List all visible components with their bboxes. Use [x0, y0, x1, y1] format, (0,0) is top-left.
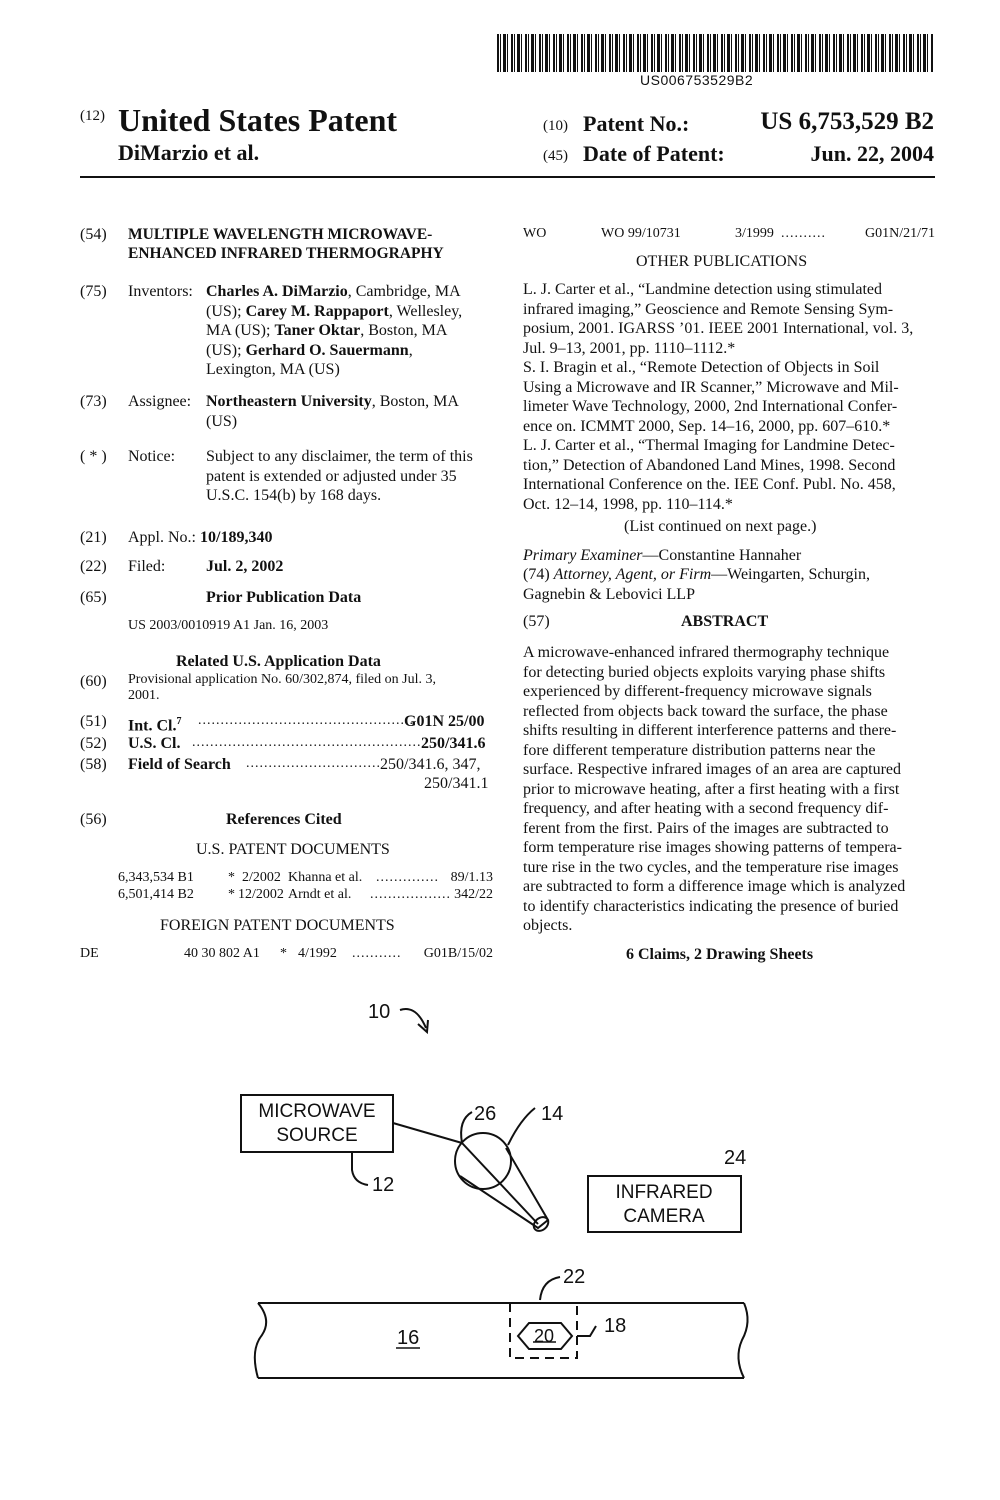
- prior-heading: Prior Publication Data: [206, 589, 362, 606]
- header-rule: [80, 176, 935, 178]
- table-row: 6,501,414 B2 * 12/2002 Arndt et al. .................. 342/22: [118, 887, 493, 902]
- invention-title: [128, 225, 444, 263]
- other-pub-heading: OTHER PUBLICATIONS: [636, 253, 808, 270]
- assignee-code: (73): [80, 393, 107, 410]
- ref-10-arrow: [400, 1009, 426, 1028]
- inventors-list: [206, 282, 496, 380]
- appl-code: (21): [80, 529, 107, 546]
- patent-figure: [0, 980, 1000, 1400]
- invention-title-line2: ENHANCED INFRARED THERMOGRAPHY: [128, 245, 444, 262]
- ref-16: 16: [397, 1327, 420, 1349]
- intcl-value: G01N 25/00: [404, 713, 485, 730]
- publications-list: L. J. Carter et al., “Landmine detection using stimulated infrared imaging,” Geoscience and Remote Sensing Sym- posium, 2001. IGARSS ’01. IEEE 2001 International, vol. 3, Jul. 9–13, 2001, pp. 1110–1112.* S. I. Bragin et al., “Remote Detection of Objects in Soil Using a Microwave and IR Scanner,” Microwave and Mil- limeter Wave Technology, 2000, 2nd International Confer- ence on. ICMMT 2000, Sep. 14–16, 2000, pp. 607–610.* L. J. Carter et al., “Thermal Imaging for Landmine Detec- tion,” Detection of Abandoned Land Mines, 1998. Second International Conference on the. IEE Conf. Publ. No. 458, Oct. 12–14, 1998, pp. 110–114.*: [523, 281, 914, 513]
- ref-18: 18: [604, 1315, 627, 1337]
- ref-14: 14: [541, 1103, 564, 1125]
- inventors-line-3: MA (US); Taner Oktar, Boston, MA: [206, 322, 448, 339]
- claims-summary: 6 Claims, 2 Drawing Sheets: [626, 946, 814, 963]
- refs-heading: References Cited: [226, 811, 342, 828]
- barcode: [497, 34, 934, 72]
- date-label: Date of Patent:: [583, 141, 725, 166]
- prior-entry: US 2003/0010919 A1 Jan. 16, 2003: [128, 618, 329, 633]
- ref-22-leader: [540, 1277, 560, 1300]
- patent-no-code: (10): [543, 118, 568, 134]
- ref-14-leader: [508, 1108, 535, 1145]
- field-label: Field of Search: [128, 756, 231, 773]
- attorney: (74) Attorney, Agent, or Firm—Weingarten, Schurgin, Gagnebin & Lebovici LLP: [523, 566, 870, 603]
- us-docs-table: [118, 870, 493, 904]
- inventor-short: DiMarzio et al.: [118, 140, 260, 165]
- kind-code: (12): [80, 108, 105, 124]
- antenna-dish: [455, 1133, 511, 1189]
- inventors-line-4: (US); Gerhard O. Sauermann,: [206, 341, 413, 359]
- us-docs-heading: U.S. PATENT DOCUMENTS: [196, 841, 390, 858]
- prov-code: (60): [80, 673, 107, 690]
- uscl-value: 250/341.6: [421, 735, 486, 752]
- inventors-line-2: (US); Carey M. Rappaport, Wellesley,: [206, 302, 463, 320]
- notice-text: Subject to any disclaimer, the term of this patent is extended or adjusted under 35 U.S.C. 154(b) by 168 days.: [206, 448, 473, 504]
- antenna-tip: [531, 1214, 551, 1233]
- prov-text: Provisional application No. 60/302,874, filed on Jul. 3, 2001.: [128, 672, 436, 703]
- assignee-value: Northeastern University, Boston, MA (US): [206, 393, 459, 430]
- ref-18-leader: [577, 1326, 596, 1336]
- patent-date: Jun. 22, 2004: [810, 141, 934, 166]
- refs-code: (56): [80, 811, 107, 828]
- uscl-code: (52): [80, 735, 107, 752]
- notice-code: ( * ): [80, 448, 107, 465]
- ref-12-leader: [352, 1152, 368, 1185]
- microwave-label-line1: MICROWAVE: [258, 1101, 376, 1122]
- table-row: WO WO 99/10731 3/1999 .......... G01N/21/71: [523, 226, 935, 241]
- field-code: (58): [80, 756, 107, 773]
- uscl-leader: ...................................................: [192, 735, 422, 750]
- notice-label: Notice:: [128, 448, 176, 465]
- appl-number: 10/189,340: [200, 529, 273, 546]
- ref-24: 24: [724, 1147, 747, 1169]
- abstract-heading: ABSTRACT: [681, 613, 769, 630]
- inventors-line-5: Lexington, MA (US): [206, 361, 340, 378]
- waveguide-line: [393, 1123, 462, 1143]
- field-value1: 250/341.6, 347,: [380, 756, 481, 773]
- patent-number: US 6,753,529 B2: [760, 108, 934, 135]
- intcl-code: (51): [80, 713, 107, 730]
- ground-left-break: [255, 1303, 266, 1378]
- ground-right-break: [738, 1303, 747, 1378]
- ref-10: 10: [368, 1001, 391, 1023]
- patent-no-label: Patent No.:: [583, 111, 690, 136]
- assignee-label: Assignee:: [128, 393, 192, 410]
- table-row: 6,343,534 B1 * 2/2002 Khanna et al. .............. 89/1.13: [118, 870, 493, 885]
- inventors-label: Inventors:: [128, 283, 193, 300]
- intcl-label: Int. Cl.$^7$: [128, 716, 182, 735]
- date-code: (45): [543, 148, 568, 164]
- assignee-name: Northeastern University: [206, 393, 372, 410]
- patent-title: United States Patent: [118, 102, 398, 138]
- invention-title-line1: MULTIPLE WAVELENGTH MICROWAVE-: [128, 226, 433, 243]
- appl-field: Appl. No.: 10/189,340: [128, 529, 273, 546]
- filed-label: Filed:: [128, 558, 166, 575]
- ref-20: 20: [534, 1326, 555, 1346]
- microwave-label-line2: SOURCE: [276, 1125, 358, 1146]
- ref-26: 26: [474, 1103, 497, 1125]
- primary-examiner: Primary Examiner—Constantine Hannaher: [523, 547, 802, 564]
- camera-label-line2: CAMERA: [623, 1206, 705, 1227]
- ref-22: 22: [563, 1266, 586, 1288]
- prior-code: (65): [80, 589, 107, 606]
- camera-label-line1: INFRARED: [615, 1182, 713, 1203]
- related-heading: Related U.S. Application Data: [176, 653, 381, 670]
- uscl-label: U.S. Cl.: [128, 735, 181, 752]
- filed-date: Jul. 2, 2002: [206, 558, 284, 575]
- foreign-docs-heading: FOREIGN PATENT DOCUMENTS: [160, 917, 395, 934]
- inventors-line-1: Charles A. DiMarzio, Cambridge, MA: [206, 283, 461, 300]
- inventors-code: (75): [80, 283, 107, 300]
- field-leader: ..............................: [246, 756, 381, 771]
- intcl-leader: ................................................: [198, 713, 414, 728]
- list-continued: (List continued on next page.): [624, 518, 817, 535]
- field-value2: 250/341.1: [424, 775, 489, 792]
- ref-12: 12: [372, 1174, 395, 1196]
- table-row: DE 40 30 802 A1 * 4/1992 ........... G01B/15/02: [80, 946, 493, 961]
- title-code: (54): [80, 226, 107, 243]
- barcode-number: US006753529B2: [640, 72, 754, 88]
- filed-code: (22): [80, 558, 107, 575]
- abstract-text: A microwave-enhanced infrared thermography technique for detecting buried objects exploits varying phase shifts experienced by different-frequency microwave signals reflected from objects back toward the surface, the phase shifts resulting in different interference patterns and there- fore different temperature distribution patterns near the surface. Respective infrared images of an area are captured prior to microwave heating, after a first heating with a first frequency, and after heating with a second frequency dif- ferent from the first. Pairs of the images are subtracted to form temperature rise images showing patterns of tempera- ture rise in the two cycles, and the temperature rise images are subtracted to form a difference image which is analyzed to identify characteristics indicating the presence of buried objects.: [523, 644, 906, 934]
- abstract-code: (57): [523, 613, 550, 630]
